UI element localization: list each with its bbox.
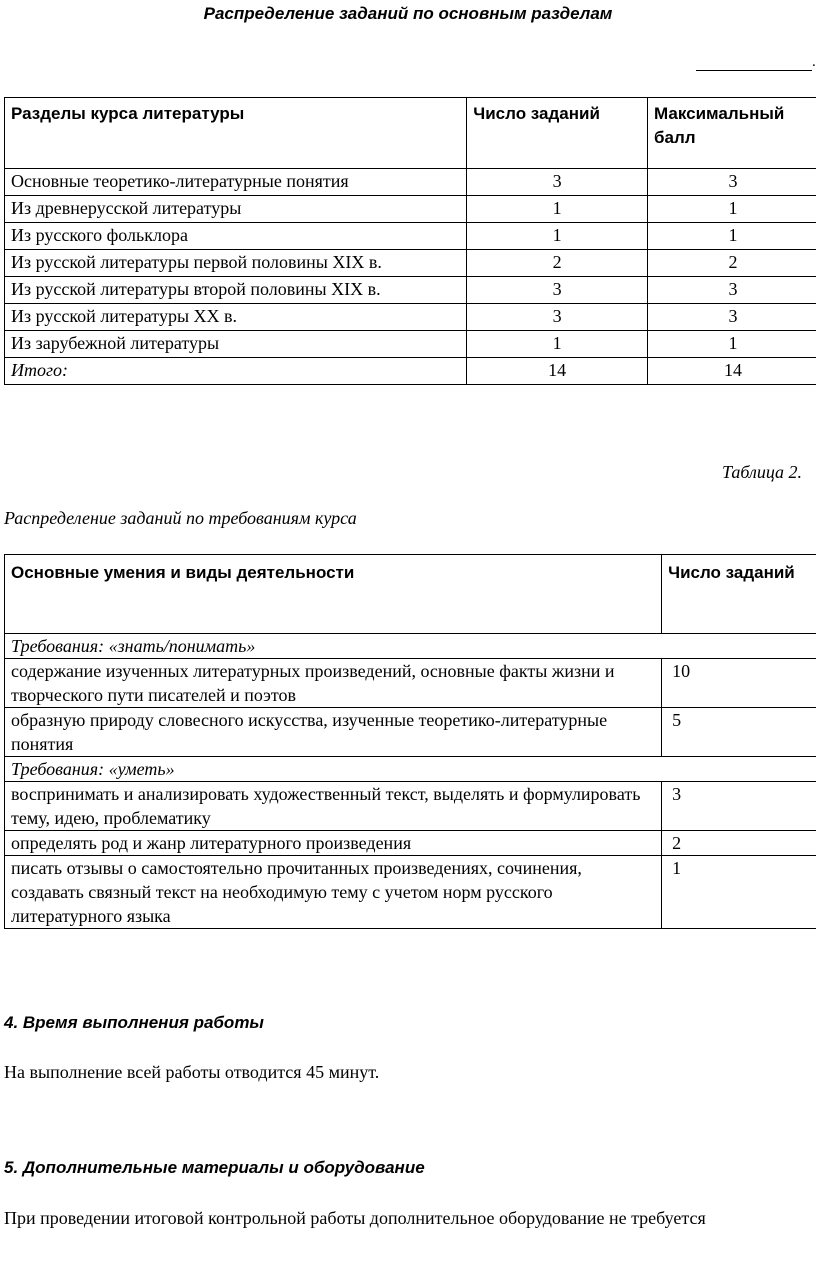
group-row <box>5 634 816 659</box>
table-row <box>5 196 816 223</box>
skill-cell: определять род и жанр литературного произведения <box>5 831 662 856</box>
total-row <box>5 358 816 385</box>
skill-cell: воспринимать и анализировать художественный текст, выделять и формулировать тему, идею, проблематику <box>5 782 662 831</box>
tasks-cell: 3 <box>467 169 648 196</box>
total-max: 14 <box>648 358 816 385</box>
col-header-task-count: Число заданий <box>662 555 816 634</box>
col-header-tasks: Число заданий <box>467 98 648 169</box>
max-cell: 3 <box>648 277 816 304</box>
tasks-cell: 1 <box>467 331 648 358</box>
page-title: Распределение заданий по основным разделам <box>203 4 613 23</box>
col-header-skills: Основные умения и виды деятельности <box>5 555 662 634</box>
tasks-cell: 10 <box>662 659 816 708</box>
skill-cell: образную природу словесного искусства, изученные теоретико-литературные понятия <box>5 708 662 757</box>
table-row <box>5 659 816 708</box>
tasks-cell: 5 <box>662 708 816 757</box>
max-cell: 3 <box>648 169 816 196</box>
section-cell: Из русской литературы первой половины XIX в. <box>5 250 467 277</box>
max-cell: 1 <box>648 196 816 223</box>
table-row <box>5 304 816 331</box>
section-cell: Из древнерусской литературы <box>5 196 467 223</box>
skill-cell: писать отзывы о самостоятельно прочитанных произведениях, сочинения, создавать связный текст на необходимую тему с учетом норм русского литературного языка <box>5 856 662 929</box>
col-header-section: Разделы курса литературы <box>5 98 467 169</box>
table-row <box>5 277 816 304</box>
table-row <box>5 250 816 277</box>
section-4-text: На выполнение всей работы отводится 45 минут. <box>4 1062 380 1082</box>
section-cell: Из зарубежной литературы <box>5 331 467 358</box>
tasks-cell: 1 <box>662 856 816 929</box>
tasks-cell: 3 <box>662 782 816 831</box>
total-label: Итого: <box>5 358 467 385</box>
table-row <box>5 223 816 250</box>
tasks-cell: 3 <box>467 304 648 331</box>
section-5-text: При проведении итоговой контрольной работы дополнительное оборудование не требуется <box>4 1208 706 1228</box>
table-row <box>5 331 816 358</box>
section-cell: Основные теоретико-литературные понятия <box>5 169 467 196</box>
tasks-cell: 1 <box>467 223 648 250</box>
section-5-heading: 5. Дополнительные материалы и оборудование <box>4 1158 425 1177</box>
tasks-cell: 3 <box>467 277 648 304</box>
tasks-cell: 2 <box>467 250 648 277</box>
max-cell: 1 <box>648 223 816 250</box>
table-2-label: Таблица 2. <box>722 462 803 482</box>
requirements-table <box>4 554 816 929</box>
section-4-heading: 4. Время выполнения работы <box>4 1013 264 1032</box>
max-cell: 1 <box>648 331 816 358</box>
group-label-can: Требования: «уметь» <box>5 757 816 782</box>
group-label-know: Требования: «знать/понимать» <box>5 634 816 659</box>
blank-line <box>696 52 812 71</box>
sections-table <box>4 97 816 385</box>
max-cell: 2 <box>648 250 816 277</box>
tasks-cell: 1 <box>467 196 648 223</box>
table-row <box>5 169 816 196</box>
blank-line-dot: . <box>812 54 816 70</box>
total-tasks: 14 <box>467 358 648 385</box>
table-row <box>5 831 816 856</box>
skill-cell: содержание изученных литературных произведений, основные факты жизни и творческого пути писателей и поэтов <box>5 659 662 708</box>
table-row <box>5 708 816 757</box>
section-cell: Из русского фольклора <box>5 223 467 250</box>
table-row <box>5 782 816 831</box>
max-cell: 3 <box>648 304 816 331</box>
section-cell: Из русской литературы второй половины XIX в. <box>5 277 467 304</box>
table-2-title: Распределение заданий по требованиям курса <box>4 508 357 528</box>
group-row <box>5 757 816 782</box>
table-row <box>5 856 816 929</box>
col-header-max-score: Максимальный балл <box>648 98 816 169</box>
section-cell: Из русской литературы XX в. <box>5 304 467 331</box>
tasks-cell: 2 <box>662 831 816 856</box>
